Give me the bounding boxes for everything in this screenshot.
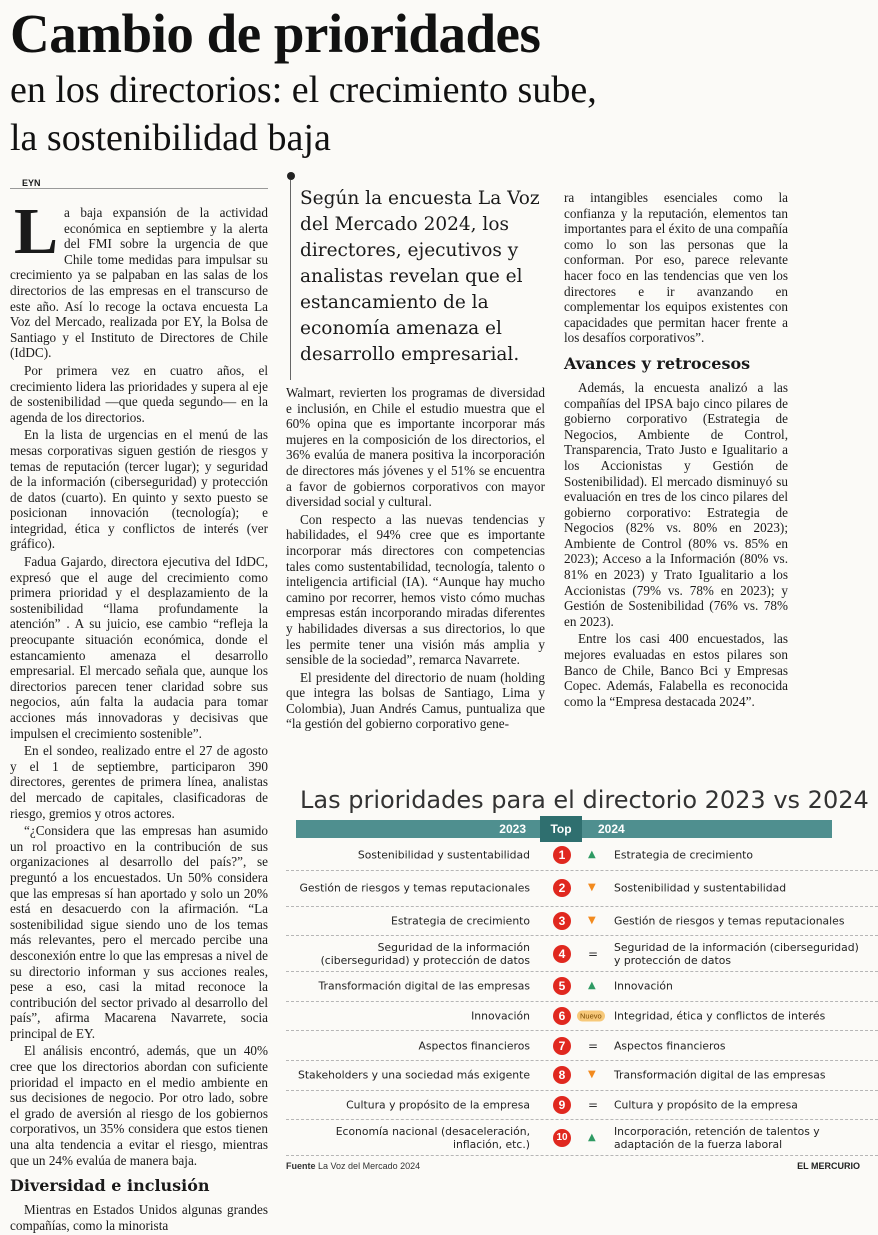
priority-2023: Seguridad de la información (ciberseguridad) y protección de datos — [320, 940, 530, 967]
paragraph: En la lista de urgencias en el menú de las mesas corporativas siguen gestión de riesgos y temas de reputación (tercer lugar); y seguridad de la información (ciberseguridad) y protección de datos (cuarto). En quinto y sexto puesto se posicionan innovación (tecnología); e integridad, ética y conflictos de interés (ver gráfico). — [10, 427, 268, 552]
section-title-avances: Avances y retrocesos — [564, 353, 751, 373]
header-2023: 2023 — [499, 822, 526, 836]
priority-row — [286, 1091, 878, 1121]
priority-row — [286, 1061, 878, 1091]
priority-2024: Estrategia de crecimiento — [614, 848, 753, 862]
rank-badge: 6 — [553, 1007, 571, 1025]
infographic-title: Las prioridades para el directorio 2023 vs 2024 — [300, 786, 869, 814]
priority-2024: Integridad, ética y conflictos de interés — [614, 1009, 826, 1023]
equal-icon: = — [588, 1038, 599, 1053]
priority-row — [286, 1120, 878, 1156]
paragraph: Mientras en Estados Unidos algunas grandes compañías, como la minorista — [10, 1202, 268, 1233]
arrow-down-icon: ▼ — [588, 914, 596, 926]
paragraph: “¿Considera que las empresas han asumido un rol proactivo en la contribución de sus organizaciones al desarrollo del país?”, se preguntó a los encuestados. Un 50% considera que las empresas sí han aportado y solo un 20% está en desacuerdo con la afirmación. “La sostenibilidad sigue siendo uno de los temas más relevantes, pero el mercado percibe una desconexión entre lo que las empresas a nivel de su directorio informan y sus acciones reales, pese a eso, casi la mitad reconoce la contribución del sector privado al desarrollo del país”, afirma Macarena Navarrete, socia principal de EY. — [10, 823, 268, 1041]
paragraph: Además, la encuesta analizó a las compañías del IPSA bajo cinco pilares de gobierno corporativo (Estrategia de Negocios, Ambiente de Control, Transparencia, Trato Justo e Igualitario a los Accionistas y Gestión de Sostenibilidad). El mercado disminuyó su evaluación en tres de los cinco pilares del gobierno corporativo: Estrategia de Negocios (82% vs. 80% en 2023); Ambiente de Control (80% vs. 85% en 2023); Acceso a la Información (80% vs. 81% en 2023) y Trato Igualitario a los Accionistas (79% vs. 78% en 2023); y Gestión de Sostenibilidad (76% vs. 78% en 2023). — [564, 379, 788, 629]
priority-2024: Incorporación, retención de talentos y adaptación de la fuerza laboral — [614, 1124, 820, 1151]
rank-badge: 10 — [553, 1129, 571, 1147]
rank-badge: 9 — [553, 1096, 571, 1114]
source-note — [286, 1161, 420, 1171]
rank-badge: 4 — [553, 945, 571, 963]
priority-row — [286, 1002, 878, 1032]
priority-2024: Sostenibilidad y sustentabilidad — [614, 881, 787, 895]
arrow-up-icon: ▲ — [588, 980, 596, 992]
equal-icon: = — [588, 946, 599, 961]
rank-badge: 1 — [553, 846, 571, 864]
pullquote: Según la encuesta La Voz del Mercado 2024, los directores, ejecutivos y analistas revelan que el estancamiento de la economía amenaza el desarrollo empresarial. — [300, 188, 540, 365]
priority-2024: Innovación — [614, 979, 673, 993]
priority-2023: Transformación digital de las empresas — [318, 979, 530, 993]
drop-cap: L — [14, 195, 59, 268]
priorities-infographic — [286, 775, 878, 1155]
subhead-line-2: la sostenibilidad baja — [10, 117, 331, 159]
subhead — [10, 66, 710, 162]
byline-divider — [10, 188, 268, 189]
source-label: Fuente — [286, 1161, 316, 1171]
paragraph: El análisis encontró, además, que un 40% cree que los directorios abordan con suficiente prioridad el impacto en el medio ambiente en sus decisiones de negocio. Por otro lado, sobre el grado de aversión al riesgo de los gobiernos corporativos, un 35% considera que estos tienen una alta tendencia a evitar el riesgo, mientras que un 24% evalúa de manera baja. — [10, 1043, 268, 1168]
arrow-up-icon: ▲ — [588, 1131, 596, 1143]
priority-2024: Seguridad de la información (ciberseguridad) y protección de datos — [614, 940, 859, 967]
priority-2023: Stakeholders y una sociedad más exigente — [297, 1068, 530, 1082]
priority-2024: Cultura y propósito de la empresa — [614, 1098, 798, 1112]
article-column-3 — [564, 190, 788, 711]
rank-badge: 8 — [553, 1066, 571, 1084]
priority-rows — [286, 841, 878, 1156]
header-2024: 2024 — [598, 822, 625, 836]
new-badge: Nuevo — [577, 1011, 605, 1022]
priority-2023: Economía nacional (desaceleración, inflación, etc.) — [335, 1124, 530, 1151]
priority-row — [286, 936, 878, 972]
rank-badge: 7 — [553, 1037, 571, 1055]
headline: Cambio de prioridades — [10, 3, 541, 64]
priority-2023: Aspectos financieros — [418, 1039, 530, 1053]
rank-badge: 5 — [553, 977, 571, 995]
priority-2023: Innovación — [471, 1009, 530, 1023]
priority-2023: Sostenibilidad y sustentabilidad — [357, 848, 530, 862]
subhead-line-1: en los directorios: el crecimiento sube, — [10, 69, 597, 111]
priority-2023: Estrategia de crecimiento — [391, 914, 530, 928]
source-text: La Voz del Mercado 2024 — [318, 1161, 421, 1171]
priority-2023: Cultura y propósito de la empresa — [346, 1098, 530, 1112]
priority-2024: Transformación digital de las empresas — [614, 1068, 826, 1082]
pullquote-dot — [287, 172, 295, 180]
priority-row — [286, 841, 878, 871]
priority-row — [286, 1031, 878, 1061]
priority-2024: Aspectos financieros — [614, 1039, 726, 1053]
arrow-up-icon: ▲ — [588, 849, 596, 861]
publication-credit: EL MERCURIO — [797, 1161, 860, 1171]
paragraph: ra intangibles esenciales como la confianza y la reputación, elementos tan importantes para el éxito de una compañía como lo son las personas que la conforman. Por eso, parece relevante hacer foco en las tendencias que ven los directores e ir avanzando en complementar los equipos existentes con capacidades que permitan hacer frente a los desafíos corporativos”. — [564, 190, 788, 346]
header-top: Top — [540, 816, 582, 842]
section-title-diversidad: Diversidad e inclusión — [10, 1176, 210, 1196]
paragraph: Fadua Gajardo, directora ejecutiva del IdDC, expresó que el auge del crecimiento como primera prioridad y el desplazamiento de la sostenibilidad “llama profundamente la atención” . A su juicio, ese cambio “refleja la preocupante situación económica, donde el estancamiento amenaza el desarrollo empresarial. El mercado señala que, aunque los directorios parecen tener claridad sobre sus negocios, aún falta la audacia para tomar acciones más innovadoras y decisivas que impulsen el crecimiento sostenible”. — [10, 554, 268, 741]
arrow-down-icon: ▼ — [588, 882, 596, 894]
priority-2024: Gestión de riesgos y temas reputacionales — [614, 914, 845, 928]
paragraph: Por primera vez en cuatro años, el crecimiento lidera las prioridades y supera al eje de sostenibilidad —que queda segundo— en la agenda de los directorios. — [10, 362, 268, 425]
equal-icon: = — [588, 1097, 599, 1112]
arrow-down-icon: ▼ — [588, 1069, 596, 1081]
paragraph: Entre los casi 400 encuestados, las mejores evaluadas en estos pilares son Banco de Chile, Banco Bci y Empresas Copec. Además, Falabella es reconocida como la “Empresa destacada 2024”. — [564, 631, 788, 709]
priority-row — [286, 871, 878, 907]
byline: EYN — [22, 178, 41, 188]
rank-badge: 3 — [553, 912, 571, 930]
priority-2023: Gestión de riesgos y temas reputacionales — [299, 881, 530, 895]
priority-row — [286, 972, 878, 1002]
rank-badge: 2 — [553, 879, 571, 897]
priority-row — [286, 907, 878, 937]
paragraph: La baja expansión de la actividad económica en septiembre y la alerta del FMI sobre la urgencia de que Chile tome medidas para impulsar su crecimiento ya se palpaban en las salas de los directorios de las empresas en el transcurso de este año. Así lo recoge la octava encuesta La Voz del Mercado, realizada por EY, la Bolsa de Santiago y el Instituto de Directores de Chile (IdDC). — [10, 195, 268, 361]
paragraph: Walmart, revierten los programas de diversidad e inclusión, en Chile el estudio muestra que el 60% opina que es importante incorporar más mujeres en la composición de los directorios, el 36% evalúa de manera positiva la incorporación de directores más jóvenes y el 51% se encuentra a favor de gobiernos corporativos con mayor diversidad social y cultural. — [286, 385, 545, 510]
article-column-2 — [286, 385, 545, 734]
article-column-1 — [10, 195, 268, 1235]
pullquote-rule — [290, 180, 291, 380]
paragraph: El presidente del directorio de nuam (holding que integra las bolsas de Santiago, Lima y Colombia), Juan Andrés Camus, puntualiza que “la gestión del gobierno corporativo gene- — [286, 669, 545, 732]
paragraph: Con respecto a las nuevas tendencias y habilidades, el 94% cree que es importante incorporar más directores con competencias tales como sustentabilidad, tecnología, talento o inteligencia artificial (IA). “Aunque hay mucho camino por recorrer, hemos visto cómo muchas empresas están incorporando miradas diferentes y habilidades diversas a sus directorios, lo que les permite tener una visión más amplia y sensible de la sociedad”, remarca Navarrete. — [286, 511, 545, 668]
paragraph: En el sondeo, realizado entre el 27 de agosto y el 1 de septiembre, participaron 390 directores, gerentes de primera línea, analistas del mercado de capitales, clasificadoras de riesgo, gremios y otros actores. — [10, 743, 268, 821]
